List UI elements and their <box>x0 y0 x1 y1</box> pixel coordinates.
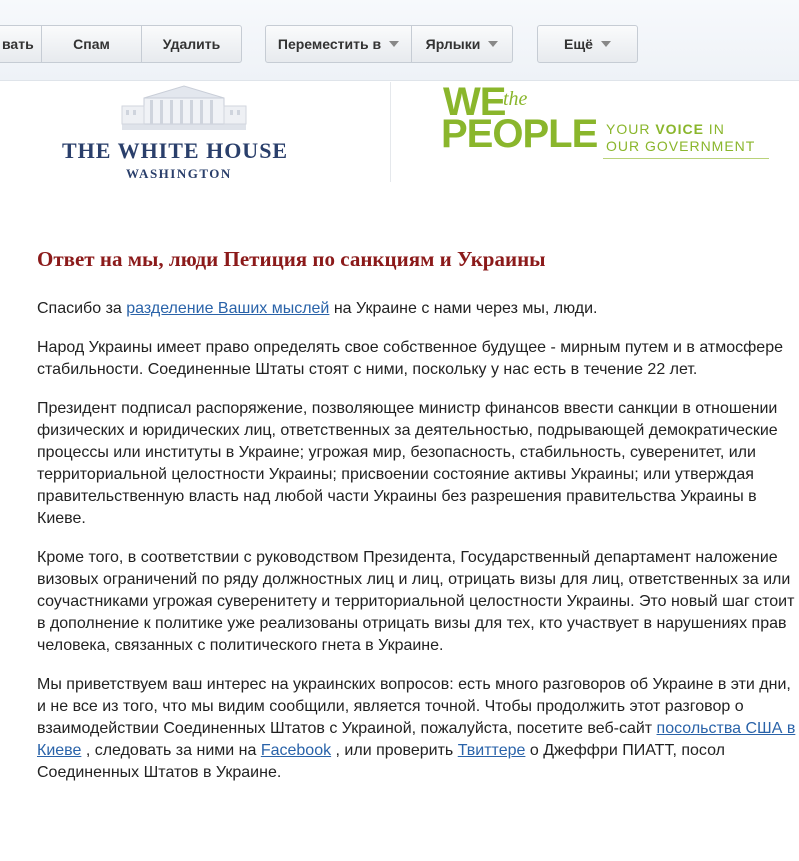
tagline-suffix: IN <box>703 121 725 137</box>
message-toolbar <box>0 0 799 81</box>
chevron-down-icon <box>601 41 611 47</box>
paragraph-1-text-a: Спасибо за <box>37 300 127 317</box>
paragraph-5 <box>37 674 797 784</box>
paragraph-2: Народ Украины имеет право определять свое собственное будущее - мирным путем и в атмосфере стабильности. Соединенные Штаты стоят с ними, поскольку у нас есть в течение 22 лет. <box>37 339 783 378</box>
tagline-prefix: YOUR <box>606 121 656 137</box>
message-heading: Ответ на мы, люди Петиция по санкциям и Украины <box>37 247 546 271</box>
we-the-people-logo-people: PEOPLE <box>441 112 598 156</box>
chevron-down-icon <box>389 41 399 47</box>
tagline-voice: VOICE <box>655 121 704 137</box>
spam-button-label: Спам <box>73 36 110 52</box>
chevron-down-icon <box>488 41 498 47</box>
paragraph-1 <box>37 298 797 320</box>
delete-button[interactable] <box>141 25 242 63</box>
banner-divider <box>390 82 391 182</box>
archive-button-label: вать <box>2 36 34 52</box>
tagline-underline <box>603 158 769 159</box>
more-button-label: Ещё <box>564 36 593 52</box>
white-house-building-icon <box>114 84 254 132</box>
move-to-button-label: Переместить в <box>277 36 382 52</box>
paragraph-1-text-b: на Украине с нами через мы, люди. <box>329 300 598 317</box>
we-the-people-logo-we: WE <box>443 80 506 124</box>
paragraph-4: Кроме того, в соответствии с руководством Президента, Государственный департамент наложение визовых ограничений по ряду должностных лиц и лиц, отрицать визы для лиц, ответственных за или соучастниками угрожая суверенитету и территориальной целостности Украины. Это новый шаг стоит в дополнение к политике уже реализованы отрицать визы для тех, кто участвует в нарушениях прав человека, связанных с политического гнета в Украине. <box>37 549 795 654</box>
white-house-subtitle: WASHINGTON <box>126 166 232 181</box>
paragraph-5-text-d: о Джеффри ПИАТТ, посол Соединенных Штатов в Украине. <box>37 742 725 781</box>
paragraph-3: Президент подписал распоряжение, позволяющее министр финансов ввести санкции в отношении физических и юридических лиц, ответственных за деятельностью, подрывающей демократические процессы или институты в Украине; угрожая мир, безопасность, стабильность, суверенитет, или территориальной целостности Украины; присвоении состояние активы Украины; или утверждая правительственную власть над любой части Украины без разрешения правительства Украины в Киеве. <box>37 400 778 527</box>
embassy-link[interactable]: посольства США в Киеве <box>37 720 796 759</box>
spam-button[interactable] <box>41 25 142 63</box>
labels-button[interactable] <box>411 25 513 63</box>
message-body <box>37 244 797 801</box>
twitter-link[interactable]: Твиттере <box>457 742 526 759</box>
move-to-button[interactable] <box>265 25 412 63</box>
paragraph-5-text-c: , или проверить <box>331 742 458 759</box>
white-house-title: THE WHITE HOUSE <box>62 138 289 163</box>
facebook-link[interactable]: Facebook <box>260 742 332 759</box>
we-the-people-tagline-line1 <box>606 121 725 137</box>
more-button[interactable] <box>537 25 638 63</box>
share-thoughts-link[interactable]: разделение Ваших мыслей <box>126 300 330 317</box>
we-the-people-logo-the: the <box>503 88 528 110</box>
labels-button-label: Ярлыки <box>425 36 481 52</box>
paragraph-5-text-a: Мы приветствуем ваш интерес на украинских вопросов: есть много разговоров об Украине в эти дни, и не все из того, что мы видим сообщили, является точной. Чтобы продолжить этот разговор о взаимодействии Соединенных Штатов с Украиной, пожалуйста, посетите веб-сайт <box>37 676 791 737</box>
delete-button-label: Удалить <box>162 36 221 52</box>
we-the-people-tagline-line2: OUR GOVERNMENT <box>606 138 756 154</box>
paragraph-5-text-b: , следовать за ними на <box>81 742 261 759</box>
